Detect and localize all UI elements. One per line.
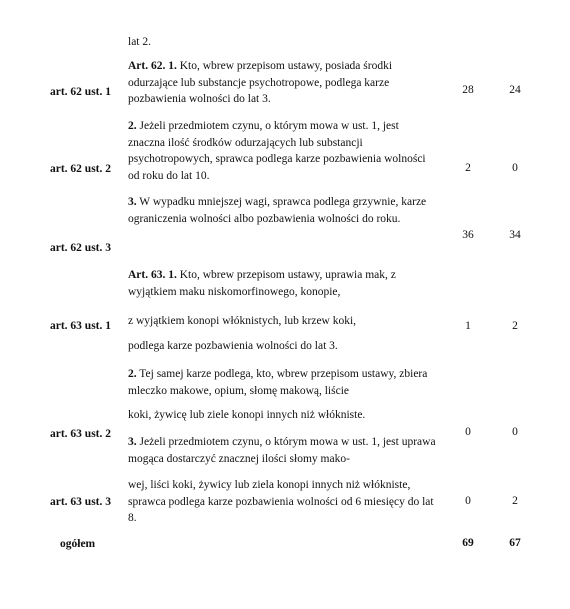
- article-62-1-body: Kto, wbrew przepisom ustawy, posiada środki odurzające lub substancje psychotropowe, podlega karze pozbawienia wolności do lat 3.: [128, 60, 393, 105]
- article-63-2-heading: 2.: [128, 368, 137, 380]
- article-label: art. 63 ust. 1: [50, 320, 112, 332]
- article-63-1-text: [128, 267, 436, 300]
- article-62-3-heading: 3.: [128, 196, 137, 208]
- total-col1: 69: [462, 537, 474, 549]
- total-col2: 67: [509, 537, 521, 549]
- article-label: art. 62 ust. 3: [50, 242, 112, 254]
- article-label: art. 63 ust. 2: [50, 428, 112, 440]
- article-62-1-heading: Art. 62. 1.: [128, 60, 177, 72]
- article-62-3-text: [128, 194, 436, 227]
- article-63-3-text: [128, 434, 436, 467]
- article-62-2-text: [128, 118, 436, 184]
- count-col1: 0: [465, 426, 471, 438]
- count-col2: 2: [512, 320, 518, 332]
- article-63-2-continuation: koki, żywicę lub ziele konopi innych niż włókniste.: [128, 409, 366, 421]
- article-63-3-continuation: wej, liści koki, żywicy lub ziela konopi innych niż włókniste, sprawca podlega karze pozbawienia wolności od 6 miesięcy do lat 8.: [128, 479, 434, 524]
- total-label: ogółem: [60, 538, 96, 550]
- count-col1: 0: [465, 495, 471, 507]
- count-col2: 0: [512, 162, 518, 174]
- count-col2: 34: [509, 229, 521, 241]
- count-col1: 2: [465, 162, 471, 174]
- article-label: art. 62 ust. 2: [50, 163, 112, 175]
- article-label: art. 63 ust. 3: [50, 496, 112, 508]
- count-col1: 1: [465, 320, 471, 332]
- article-62-1-text: [128, 58, 436, 108]
- article-63-1-continuation: z wyjątkiem konopi włóknistych, lub krzew koki,: [128, 315, 357, 327]
- article-63-1-body: Kto, wbrew przepisom ustawy, uprawia mak, z wyjątkiem maku niskomorfinowego, konopie,: [128, 269, 396, 298]
- count-col2: 2: [512, 495, 518, 507]
- text-fragment-0: lat 2.: [128, 36, 151, 48]
- count-col2: 24: [509, 84, 521, 96]
- count-col2: 0: [512, 426, 518, 438]
- article-62-2-heading: 2.: [128, 120, 137, 132]
- article-63-3-heading: 3.: [128, 436, 137, 448]
- article-63-3-body: Jeżeli przedmiotem czynu, o którym mowa w ust. 1, jest uprawa mogąca dostarczyć znacznej ilości słomy mako-: [128, 436, 436, 465]
- article-63-1-penalty: podlega karze pozbawienia wolności do lat 3.: [128, 340, 338, 352]
- article-63-2-body: Tej samej karze podlega, kto, wbrew przepisom ustawy, zbiera mleczko makowe, opium, słomę makową, liście: [128, 368, 428, 397]
- article-63-2-text: [128, 366, 436, 399]
- article-label: art. 62 ust. 1: [50, 86, 112, 98]
- article-62-2-body: Jeżeli przedmiotem czynu, o którym mowa w ust. 1, jest znaczna ilość środków odurzających lub substancji psychotropowych, sprawca podlega karze pozbawienia wolności od roku do lat 10.: [128, 120, 426, 182]
- count-col1: 28: [462, 84, 474, 96]
- article-63-1-heading: Art. 63. 1.: [128, 269, 177, 281]
- article-62-3-body: W wypadku mniejszej wagi, sprawca podlega grzywnie, karze ograniczenia wolności albo pozbawienia wolności do roku.: [128, 196, 427, 225]
- count-col1: 36: [462, 229, 474, 241]
